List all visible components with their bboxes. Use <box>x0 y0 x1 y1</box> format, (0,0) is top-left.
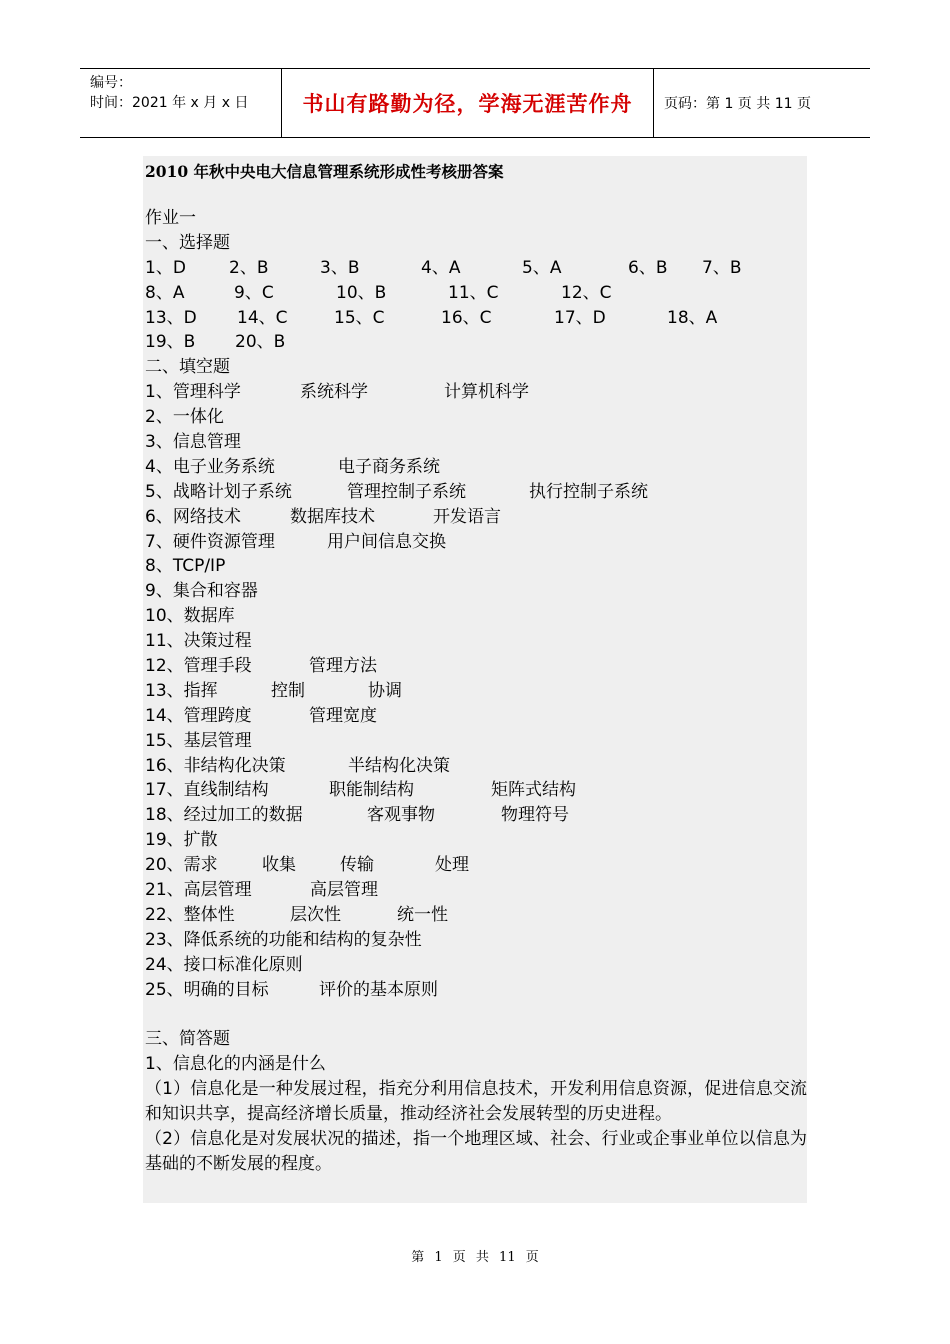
fill-answer: 14、管理跨度 <box>145 705 252 726</box>
section-multiple-choice: 一、选择题 <box>145 232 230 253</box>
fill-answer: 收集 <box>262 855 296 876</box>
mc-answer: 15、C <box>334 307 385 328</box>
fill-answer: 管理控制子系统 <box>347 481 466 502</box>
fill-row <box>145 455 807 480</box>
fill-answer: 6、网络技术 <box>145 506 241 527</box>
fill-row <box>145 754 807 779</box>
mc-answer: 16、C <box>441 307 492 328</box>
answer-paragraph: （1）信息化是一种发展过程，指充分利用信息技术，开发利用信息资源，促进信息交流和知识共享，提高经济增长质量，推动经济社会发展转型的历史进程。 <box>145 1079 807 1125</box>
fill-row <box>145 778 807 803</box>
fill-answer: 7、硬件资源管理 <box>145 531 275 552</box>
header-page-info: 页码：第 1 页 共 11 页 <box>664 96 811 112</box>
mc-answer: 8、A <box>145 282 185 303</box>
mc-answer: 13、D <box>145 307 197 328</box>
fill-answer: 开发语言 <box>433 506 501 527</box>
fill-answer: 系统科学 <box>300 382 368 403</box>
header-meta <box>80 69 282 137</box>
section-fill-in: 二、填空题 <box>145 357 230 378</box>
fill-answer: 高层管理 <box>310 880 378 901</box>
fill-row <box>145 480 807 505</box>
fill-answer: 20、需求 <box>145 855 218 876</box>
fill-row <box>145 430 807 455</box>
fill-answer: 协调 <box>368 680 402 701</box>
fill-answer: 计算机科学 <box>444 382 529 403</box>
fill-answer: 用户间信息交换 <box>327 531 446 552</box>
fill-answer: 执行控制子系统 <box>529 481 648 502</box>
document-title: 2010 年秋中央电大信息管理系统形成性考核册答案 <box>145 162 504 181</box>
question-1: 1、信息化的内涵是什么 <box>145 1054 326 1075</box>
fill-answer: 数据库技术 <box>290 506 375 527</box>
fill-answer: 25、明确的目标 <box>145 979 269 1000</box>
mc-answer: 14、C <box>237 307 288 328</box>
fill-row <box>145 828 807 853</box>
fill-answer: 24、接口标准化原则 <box>145 954 303 975</box>
fill-row <box>145 928 807 953</box>
fill-row <box>145 530 807 555</box>
mc-row <box>145 306 807 331</box>
fill-answer: 管理方法 <box>309 656 377 677</box>
homework-heading: 作业一 <box>145 208 196 228</box>
fill-row <box>145 803 807 828</box>
page-footer: 第 1 页 共 11 页 <box>411 1250 539 1265</box>
fill-answer: 控制 <box>271 680 305 701</box>
fill-answer: 15、基层管理 <box>145 730 252 751</box>
fill-answer: 客观事物 <box>367 805 435 826</box>
fill-answer: 23、降低系统的功能和结构的复杂性 <box>145 929 422 950</box>
fill-row <box>145 579 807 604</box>
mc-answer: 5、A <box>522 257 562 278</box>
mc-answer: 19、B <box>145 332 196 353</box>
mc-answer: 2、B <box>229 257 269 278</box>
mc-answer: 4、A <box>421 257 461 278</box>
fill-answer: 8、TCP/IP <box>145 556 226 577</box>
fill-answer: 5、战略计划子系统 <box>145 481 292 502</box>
mc-answer: 11、C <box>448 282 499 303</box>
fill-row <box>145 704 807 729</box>
fill-row <box>145 505 807 530</box>
fill-answer: 1、管理科学 <box>145 382 241 403</box>
fill-answer: 17、直线制结构 <box>145 780 269 801</box>
fill-answer: 2、一体化 <box>145 407 224 428</box>
mc-answer: 18、A <box>667 307 718 328</box>
answer-paragraph: （2）信息化是对发展状况的描述，指一个地理区域、社会、行业或企事业单位以信息为基础的不断发展的程度。 <box>145 1128 807 1174</box>
section-short-answer: 三、简答题 <box>145 1029 230 1050</box>
header-motto: 书山有路勤为径，学海无涯苦作舟 <box>282 69 654 137</box>
mc-answer: 3、B <box>320 257 360 278</box>
fill-row <box>145 853 807 878</box>
fill-answer: 传输 <box>340 855 374 876</box>
fill-answer: 半结构化决策 <box>348 755 450 776</box>
fill-row <box>145 629 807 654</box>
fill-answer: 电子商务系统 <box>338 456 440 477</box>
mc-row <box>145 330 807 355</box>
mc-row <box>145 281 807 306</box>
fill-answer: 10、数据库 <box>145 606 235 627</box>
mc-answer: 9、C <box>234 282 274 303</box>
fill-answer: 4、电子业务系统 <box>145 456 275 477</box>
document-body <box>143 156 807 1203</box>
fill-row <box>145 878 807 903</box>
time-label: 时间：2021 年 x 月 x 日 <box>90 95 249 111</box>
fill-row <box>145 729 807 754</box>
fill-answer: 层次性 <box>290 904 341 925</box>
mc-answer: 20、B <box>235 332 286 353</box>
fill-answer: 统一性 <box>397 904 448 925</box>
fill-answer: 矩阵式结构 <box>491 780 576 801</box>
mc-row <box>145 256 807 281</box>
fill-answer: 18、经过加工的数据 <box>145 805 303 826</box>
fill-answer: 职能制结构 <box>329 780 414 801</box>
fill-answer: 3、信息管理 <box>145 432 241 453</box>
fill-row <box>145 405 807 430</box>
fill-answer: 12、管理手段 <box>145 656 252 677</box>
fill-answer: 22、整体性 <box>145 904 235 925</box>
fill-answer: 13、指挥 <box>145 680 218 701</box>
fill-row <box>145 654 807 679</box>
fill-row <box>145 380 807 405</box>
fill-answer: 管理宽度 <box>309 705 377 726</box>
mc-answer: 17、D <box>554 307 606 328</box>
fill-answer: 9、集合和容器 <box>145 581 258 602</box>
fill-row <box>145 953 807 978</box>
fill-answer: 11、决策过程 <box>145 631 252 652</box>
fill-row <box>145 978 807 1003</box>
mc-answer: 12、C <box>561 282 612 303</box>
header-table <box>80 68 870 138</box>
fill-answer: 物理符号 <box>501 805 569 826</box>
number-label: 编号： <box>90 75 132 91</box>
fill-answer: 评价的基本原则 <box>319 979 438 1000</box>
fill-row <box>145 554 807 579</box>
fill-row <box>145 679 807 704</box>
fill-row <box>145 903 807 928</box>
fill-answer: 19、扩散 <box>145 830 218 851</box>
fill-answer: 21、高层管理 <box>145 880 252 901</box>
mc-answer: 10、B <box>336 282 387 303</box>
fill-answer: 16、非结构化决策 <box>145 755 286 776</box>
mc-answer: 6、B <box>628 257 668 278</box>
mc-answer: 1、D <box>145 257 186 278</box>
fill-answer: 处理 <box>435 855 469 876</box>
mc-answer: 7、B <box>702 257 742 278</box>
fill-row <box>145 604 807 629</box>
